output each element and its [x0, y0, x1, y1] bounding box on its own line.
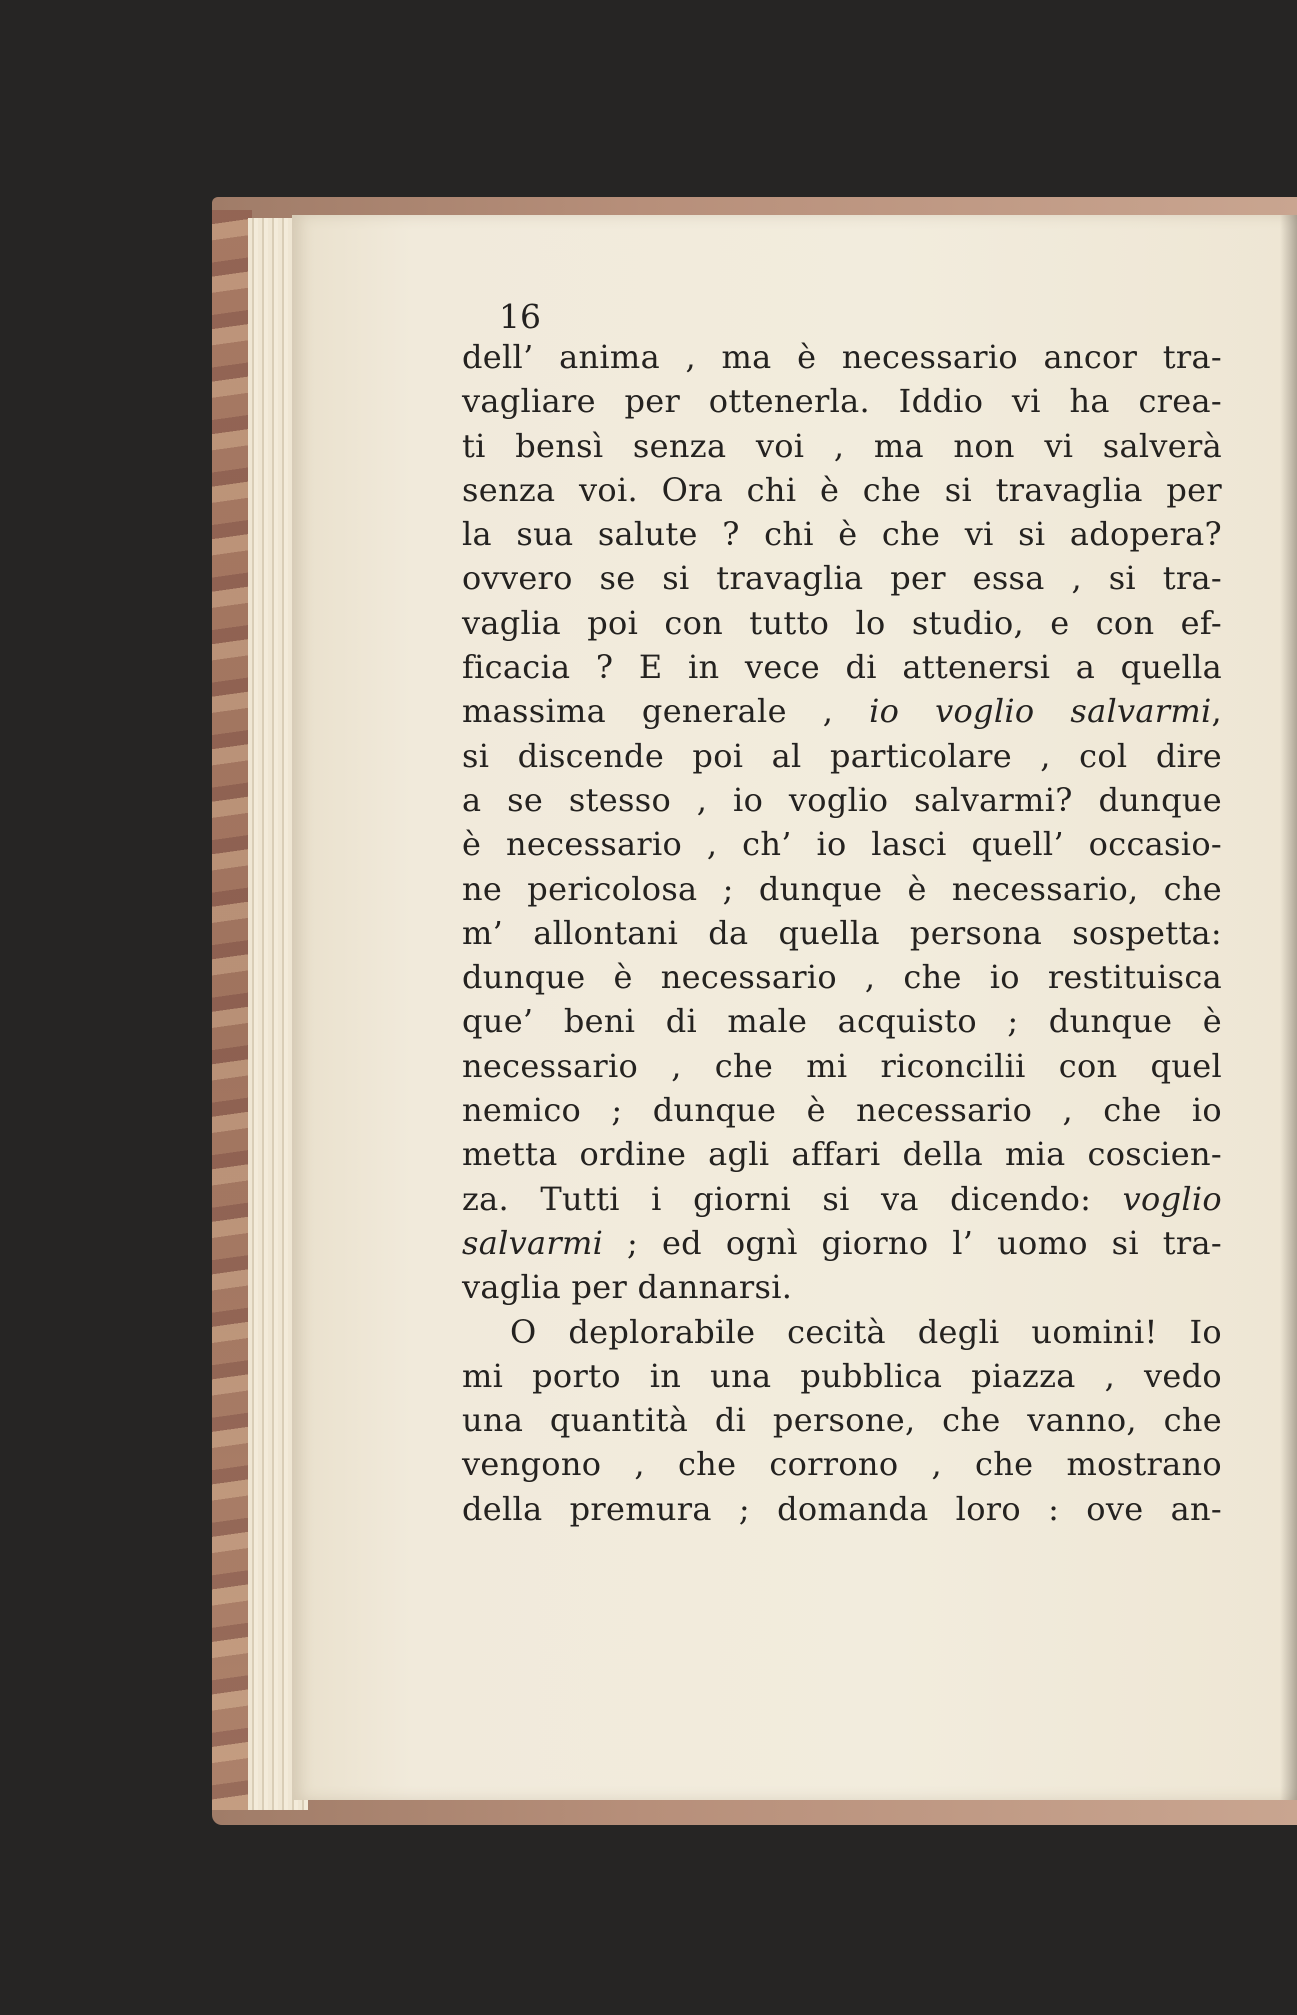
marbled-edge [212, 210, 252, 1810]
italic-phrase: salvarmi [462, 1223, 604, 1262]
gutter-shadow [1280, 215, 1297, 1800]
text-line: la sua salute ? chi è che vi si adopera? [462, 515, 1222, 554]
body-text [462, 335, 1222, 1531]
text-run: ; ed ognì giorno l’ uomo si tra- [603, 1223, 1222, 1262]
text-line: O deplorabile cecità degli uomini! Io [510, 1312, 1222, 1351]
text-line [462, 689, 1222, 733]
text-line [462, 1221, 1222, 1265]
text-line: vaglia poi con tutto lo studio, e con ef- [462, 603, 1222, 642]
text-line: senza voi. Ora chi è che si travaglia per [462, 470, 1222, 509]
page-number: 16 [499, 297, 541, 336]
text-line: dell’ anima , ma è necessario ancor tra- [462, 338, 1222, 376]
text-line: ne pericolosa ; dunque è necessario, che [462, 869, 1222, 908]
text-line: ficacia ? E in vece di attenersi a quella [462, 648, 1222, 687]
text-line: mi porto in una pubblica piazza , vedo [462, 1356, 1222, 1395]
text-run: , [1211, 692, 1222, 731]
text-line [462, 1177, 1222, 1221]
text-line: è necessario , ch’ io lasci quell’ occasio- [462, 825, 1222, 864]
text-line: dunque è necessario , che io restituisca [462, 958, 1222, 997]
text-line: necessario , che mi riconcilii con quel [462, 1046, 1222, 1085]
text-line: ovvero se si travaglia per essa , si tra- [462, 559, 1222, 598]
italic-phrase: io voglio salvarmi [869, 692, 1212, 731]
text-line: vagliare per ottenerla. Iddio vi ha crea- [462, 382, 1222, 421]
text-line: della premura ; domanda loro : ove an- [462, 1489, 1222, 1528]
italic-phrase: voglio [1122, 1179, 1222, 1218]
text-line: metta ordine agli affari della mia coscien- [462, 1135, 1222, 1174]
text-line: vengono , che corrono , che mostrano [462, 1445, 1222, 1484]
text-line: si discende poi al particolare , col dire [462, 736, 1222, 775]
text-line: que’ beni di male acquisto ; dunque è [462, 1002, 1222, 1041]
text-line: a se stesso , io voglio salvarmi? dunque [462, 780, 1222, 819]
text-line: m’ allontani da quella persona sospetta: [462, 913, 1222, 952]
text-line: una quantità di persone, che vanno, che [462, 1401, 1222, 1440]
text-line: vaglia per dannarsi. [462, 1268, 793, 1307]
text-run: massima generale , [462, 692, 870, 731]
text-line: ti bensì senza voi , ma non vi salverà [462, 426, 1222, 465]
text-line: nemico ; dunque è necessario , che io [462, 1091, 1222, 1130]
text-run: za. Tutti i giorni si va dicendo: [462, 1179, 1123, 1218]
